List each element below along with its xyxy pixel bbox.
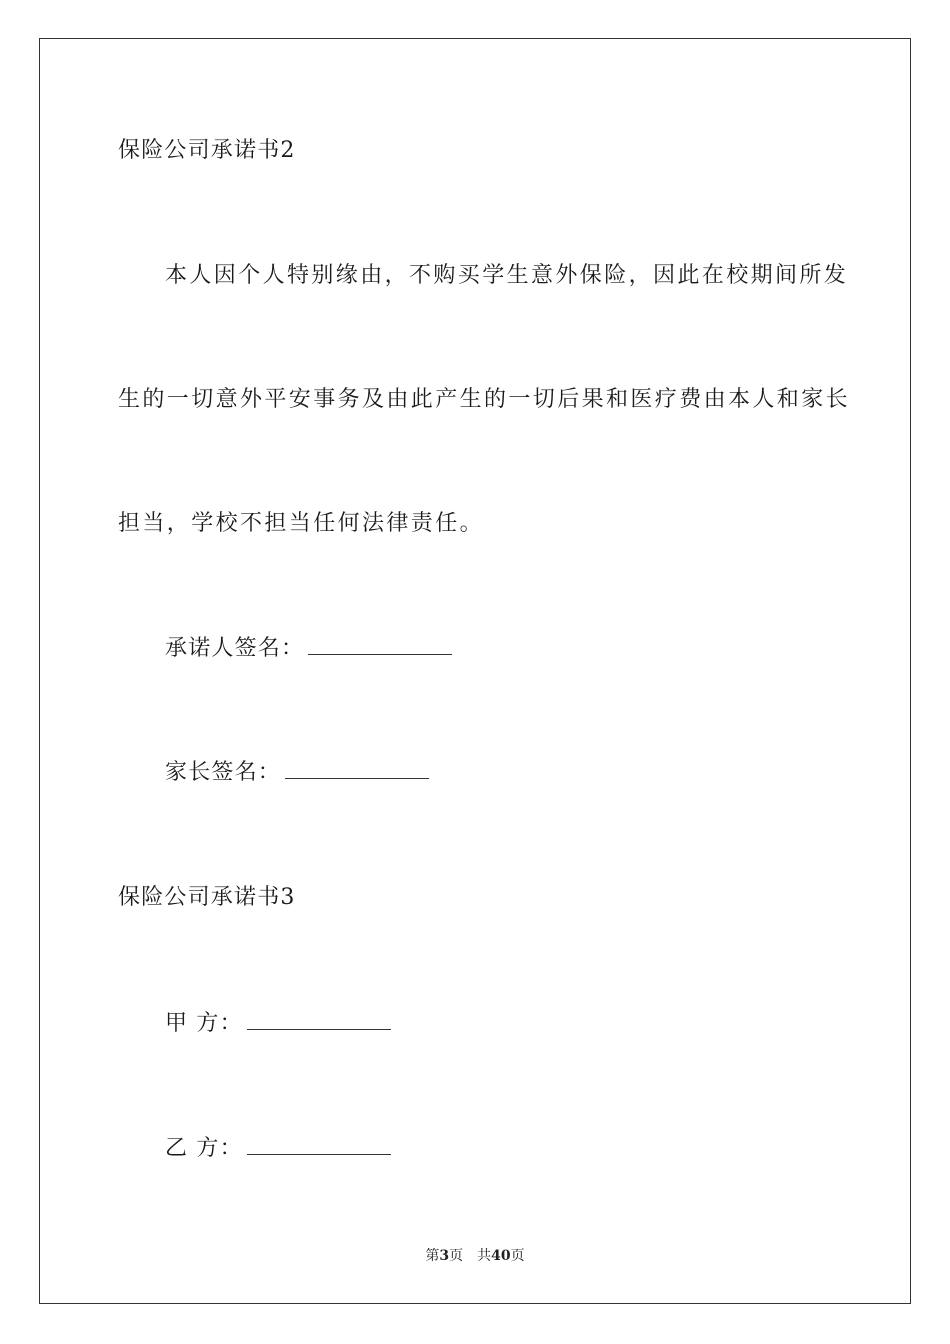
page-prefix: 第 (425, 1248, 440, 1264)
section-heading-2: 保险公司承诺书2 (118, 138, 296, 163)
party-a-blank (247, 1011, 391, 1030)
page-footer (0, 1247, 950, 1265)
parent-signature-label: 家长签名： (165, 760, 282, 785)
total-suffix: 页 (510, 1248, 525, 1264)
party-b-blank (247, 1136, 391, 1155)
paragraph-line-2: 生的一切意外平安事务及由此产生的一切后果和医疗费由本人和家长 (118, 387, 851, 412)
page-border (39, 38, 911, 1304)
party-b-line (165, 1135, 391, 1163)
parent-signature-line (165, 759, 429, 787)
page-suffix: 页 (449, 1248, 464, 1264)
parent-signature-blank (285, 760, 429, 779)
page-total: 40 (491, 1248, 511, 1264)
promisor-signature-label: 承诺人签名： (165, 636, 305, 661)
promisor-signature-line (165, 635, 452, 663)
promisor-signature-blank (308, 636, 452, 655)
total-prefix: 共 (477, 1248, 492, 1264)
party-b-label: 乙 方： (165, 1136, 243, 1161)
paragraph-line-3: 担当，学校不担当任何法律责任。 (118, 511, 485, 536)
paragraph-line-1: 本人因个人特别缘由，不购买学生意外保险，因此在校期间所发 (165, 263, 849, 288)
page-current: 3 (439, 1248, 450, 1264)
party-a-label: 甲 方： (165, 1011, 243, 1036)
party-a-line (165, 1010, 391, 1038)
section-heading-3: 保险公司承诺书3 (118, 885, 296, 910)
